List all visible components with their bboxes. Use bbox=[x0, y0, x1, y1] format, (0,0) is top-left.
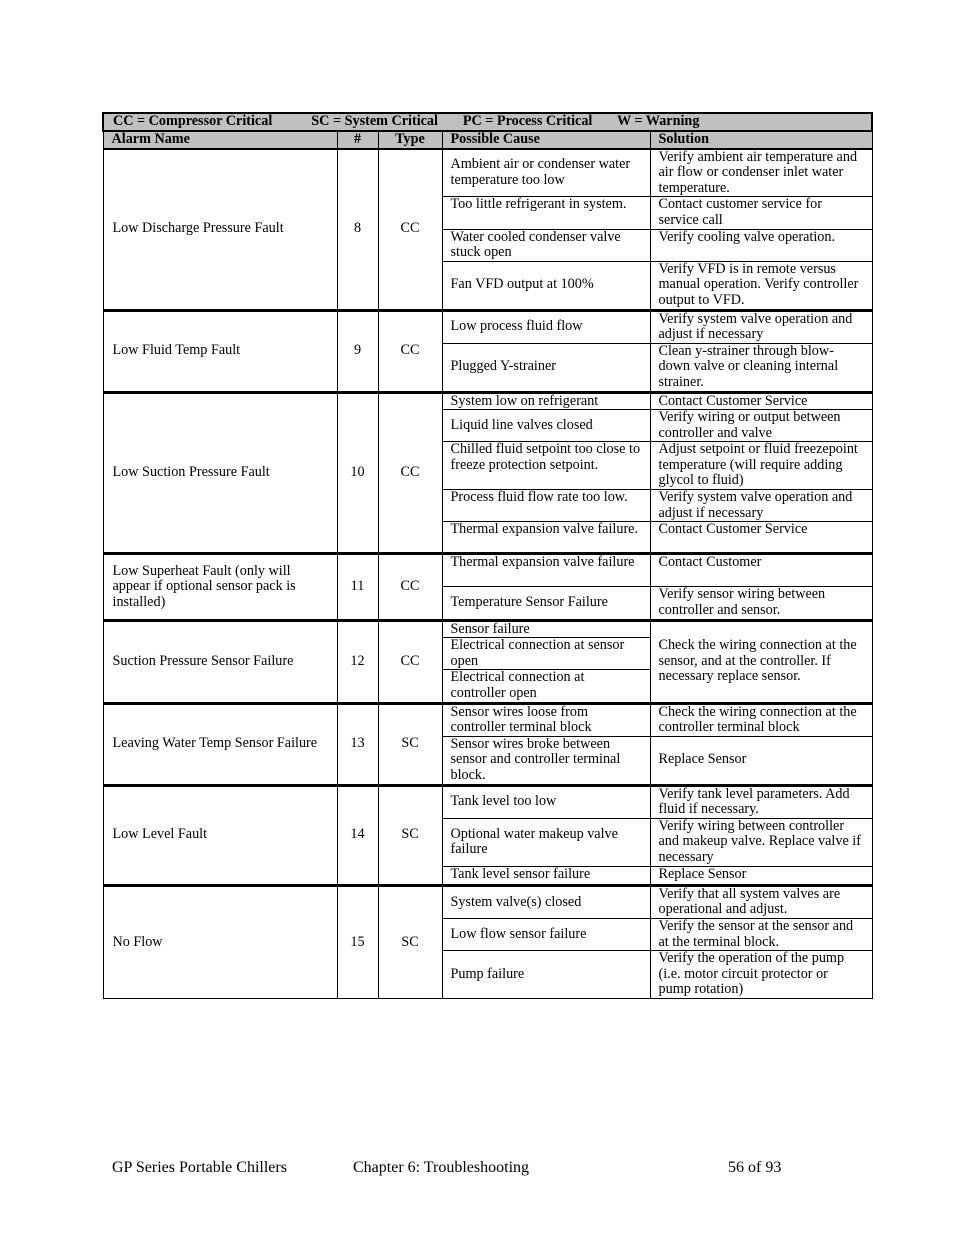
possible-cause-cell: Too little refrigerant in system. bbox=[442, 197, 650, 229]
alarm-number-cell: 10 bbox=[337, 392, 378, 554]
legend-w: W = Warning bbox=[616, 113, 700, 130]
alarm-type-cell: CC bbox=[378, 310, 442, 392]
alarm-name-cell: Low Suction Pressure Fault bbox=[103, 392, 337, 554]
alarm-type-cell: CC bbox=[378, 620, 442, 703]
possible-cause-cell: Liquid line valves closed bbox=[442, 410, 650, 442]
solution-cell: Verify wiring between controller and makeup valve. Replace valve if necessary bbox=[650, 818, 872, 866]
solution-cell: Verify system valve operation and adjust if necessary bbox=[650, 490, 872, 522]
solution-cell: Verify cooling valve operation. bbox=[650, 229, 872, 261]
table-row bbox=[103, 149, 872, 197]
solution-cell: Verify VFD is in remote versus manual operation. Verify controller output to VFD. bbox=[650, 261, 872, 310]
possible-cause-cell: Tank level too low bbox=[442, 785, 650, 818]
table-row bbox=[103, 703, 872, 736]
header-row bbox=[103, 131, 872, 149]
solution-cell: Contact Customer Service bbox=[650, 392, 872, 410]
footer-doc-title: GP Series Portable Chillers bbox=[112, 1159, 287, 1176]
solution-cell: Clean y-strainer through blow-down valve or cleaning internal strainer. bbox=[650, 343, 872, 392]
solution-cell: Contact Customer bbox=[650, 554, 872, 587]
alarm-name-cell: No Flow bbox=[103, 885, 337, 998]
possible-cause-cell: Electrical connection at sensor open bbox=[442, 638, 650, 670]
solution-cell: Verify wiring or output between controller and valve bbox=[650, 410, 872, 442]
possible-cause-cell: Plugged Y-strainer bbox=[442, 343, 650, 392]
solution-cell: Verify tank level parameters. Add fluid if necessary. bbox=[650, 785, 872, 818]
alarm-number-cell: 11 bbox=[337, 554, 378, 620]
alarm-name-cell: Low Superheat Fault (only will appear if optional sensor pack is installed) bbox=[103, 554, 337, 620]
alarm-name-cell: Low Level Fault bbox=[103, 785, 337, 885]
possible-cause-cell: Electrical connection at controller open bbox=[442, 670, 650, 703]
solution-cell: Replace Sensor bbox=[650, 736, 872, 785]
possible-cause-cell: Chilled fluid setpoint too close to freeze protection setpoint. bbox=[442, 442, 650, 490]
possible-cause-cell: Fan VFD output at 100% bbox=[442, 261, 650, 310]
possible-cause-cell: Temperature Sensor Failure bbox=[442, 587, 650, 620]
possible-cause-cell: Sensor wires broke between sensor and controller terminal block. bbox=[442, 736, 650, 785]
solution-cell: Verify that all system valves are operational and adjust. bbox=[650, 885, 872, 918]
header-alarm-name: Alarm Name bbox=[103, 131, 337, 149]
legend-cc: CC = Compressor Critical bbox=[113, 113, 273, 130]
possible-cause-cell: Tank level sensor failure bbox=[442, 866, 650, 885]
page-footer bbox=[112, 1158, 812, 1178]
legend-sc: SC = System Critical bbox=[311, 113, 438, 130]
footer-page-number: 56 of 93 bbox=[728, 1159, 782, 1176]
legend-cell bbox=[103, 113, 872, 131]
possible-cause-cell: Pump failure bbox=[442, 951, 650, 999]
table-row bbox=[103, 310, 872, 343]
possible-cause-cell: Sensor failure bbox=[442, 620, 650, 638]
possible-cause-cell: Low process fluid flow bbox=[442, 310, 650, 343]
solution-cell: Replace Sensor bbox=[650, 866, 872, 885]
table-row bbox=[103, 554, 872, 587]
alarm-type-cell: SC bbox=[378, 703, 442, 785]
table-row bbox=[103, 885, 872, 918]
alarm-type-cell: SC bbox=[378, 885, 442, 998]
possible-cause-cell: System low on refrigerant bbox=[442, 392, 650, 410]
alarm-name-cell: Leaving Water Temp Sensor Failure bbox=[103, 703, 337, 785]
table-row bbox=[103, 620, 872, 638]
solution-cell: Adjust setpoint or fluid freezepoint temperature (will require adding glycol to fluid) bbox=[650, 442, 872, 490]
possible-cause-cell: Ambient air or condenser water temperature too low bbox=[442, 149, 650, 197]
possible-cause-cell: Low flow sensor failure bbox=[442, 918, 650, 950]
header-possible-cause: Possible Cause bbox=[442, 131, 650, 149]
alarm-name-cell: Low Discharge Pressure Fault bbox=[103, 149, 337, 310]
solution-cell: Verify system valve operation and adjust if necessary bbox=[650, 310, 872, 343]
possible-cause-cell: Thermal expansion valve failure bbox=[442, 554, 650, 587]
solution-cell: Verify sensor wiring between controller and sensor. bbox=[650, 587, 872, 620]
footer-chapter: Chapter 6: Troubleshooting bbox=[353, 1159, 530, 1176]
alarm-type-cell: CC bbox=[378, 392, 442, 554]
table-row bbox=[103, 392, 872, 410]
solution-cell: Contact customer service for service call bbox=[650, 197, 872, 229]
possible-cause-cell: Optional water makeup valve failure bbox=[442, 818, 650, 866]
header-solution: Solution bbox=[650, 131, 872, 149]
solution-cell: Contact Customer Service bbox=[650, 522, 872, 554]
alarm-troubleshooting-table bbox=[102, 112, 873, 999]
alarm-number-cell: 14 bbox=[337, 785, 378, 885]
solution-cell: Verify the sensor at the sensor and at the terminal block. bbox=[650, 918, 872, 950]
table-row bbox=[103, 785, 872, 818]
possible-cause-cell: Water cooled condenser valve stuck open bbox=[442, 229, 650, 261]
solution-cell: Verify the operation of the pump (i.e. motor circuit protector or pump rotation) bbox=[650, 951, 872, 999]
alarm-number-cell: 15 bbox=[337, 885, 378, 998]
possible-cause-cell: Thermal expansion valve failure. bbox=[442, 522, 650, 554]
alarm-number-cell: 9 bbox=[337, 310, 378, 392]
alarm-type-cell: CC bbox=[378, 149, 442, 310]
possible-cause-cell: Process fluid flow rate too low. bbox=[442, 490, 650, 522]
alarm-name-cell: Suction Pressure Sensor Failure bbox=[103, 620, 337, 703]
header-type: Type bbox=[378, 131, 442, 149]
alarm-number-cell: 13 bbox=[337, 703, 378, 785]
possible-cause-cell: System valve(s) closed bbox=[442, 885, 650, 918]
legend-pc: PC = Process Critical bbox=[462, 113, 593, 130]
solution-cell: Check the wiring connection at the controller terminal block bbox=[650, 703, 872, 736]
header-num: # bbox=[337, 131, 378, 149]
alarm-name-cell: Low Fluid Temp Fault bbox=[103, 310, 337, 392]
alarm-number-cell: 8 bbox=[337, 149, 378, 310]
legend-row bbox=[103, 113, 872, 131]
alarm-type-cell: SC bbox=[378, 785, 442, 885]
alarm-type-cell: CC bbox=[378, 554, 442, 620]
solution-cell: Verify ambient air temperature and air flow or condenser inlet water temperature. bbox=[650, 149, 872, 197]
possible-cause-cell: Sensor wires loose from controller terminal block bbox=[442, 703, 650, 736]
alarm-number-cell: 12 bbox=[337, 620, 378, 703]
solution-cell: Check the wiring connection at the sensor, and at the controller. If necessary replace sensor. bbox=[650, 620, 872, 703]
